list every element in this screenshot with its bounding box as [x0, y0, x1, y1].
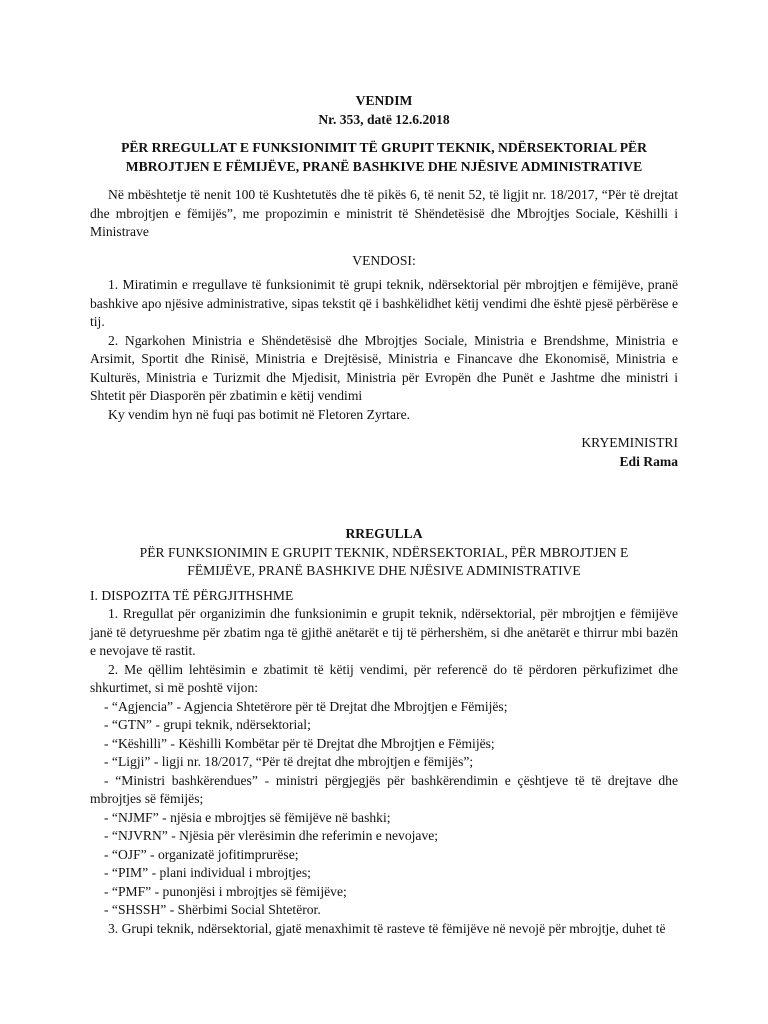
decision-section: [90, 92, 678, 471]
signature-name: Edi Rama: [619, 453, 678, 469]
list-item: - “PMF” - punonjësi i mbrojtjes së fëmijëve;: [104, 883, 347, 899]
regulation-para-3: 3. Grupi teknik, ndërsektorial, gjatë menaxhimit të rasteve të fëmijëve në nevojë për mbrojtje, duhet të: [108, 920, 666, 936]
section-heading: I. DISPOZITA TË PËRGJITHSHME: [90, 587, 294, 603]
regulation-para-2: 2. Me qëllim lehtësimin e zbatimit të këtij vendimi, për referencë do të përdoren përkufizimet dhe shkurtimet, si më poshtë vijon:: [90, 661, 678, 695]
list-item: - “SHSSH” - Shërbimi Social Shtetëror.: [104, 902, 321, 917]
regulation-subject: PËR FUNKSIONIMIN E GRUPIT TEKNIK, NDËRSEKTORIAL, PËR MBROJTJEN E FËMIJËVE, PRANË BASHKIVE DHE NJËSIVE ADMINISTRATIVE: [139, 544, 629, 578]
list-item: - “OJF” - organizatë jofitimprurëse;: [104, 846, 299, 862]
list-item: - “Këshilli” - Këshilli Kombëtar për të Drejtat dhe Mbrojtjen e Fëmijës;: [104, 735, 495, 751]
decision-decides: VENDOSI:: [352, 252, 416, 268]
decision-number: Nr. 353, datë 12.6.2018: [318, 111, 450, 127]
decision-preamble: Në mbështetje të nenit 100 të Kushtetutës dhe të pikës 6, të nenit 52, të ligjit nr. 18/2017, “Për të drejtat dhe mbrojtjen e fëmijës”, me propozimin e ministrit të Shëndetësisë dhe Mbrojtjes Sociale, Këshilli i Ministrave: [90, 187, 678, 239]
decision-point-3: Ky vendim hyn në fuqi pas botimit në Fletoren Zyrtare.: [108, 406, 411, 422]
decision-point-2: 2. Ngarkohen Ministria e Shëndetësisë dhe Mbrojtjes Sociale, Ministria e Brendshme, Ministria e Arsimit, Sportit dhe Rinisë, Ministria e Drejtësisë, Ministria e Financave dhe Ekonomisë, Ministria e Kulturës, Ministria e Turizmit dhe Mjedisit, Ministria për Evropën dhe Punët e Jashtme dhe ministri i Shtetit për Diasporën për zbatimin e këtij vendimi: [90, 332, 678, 403]
list-item: - “PIM” - plani individual i mbrojtjes;: [104, 865, 311, 880]
list-item: - “GTN” - grupi teknik, ndërsektorial;: [104, 717, 311, 732]
decision-title: VENDIM: [355, 93, 413, 108]
regulation-section: [90, 525, 678, 938]
list-item: - “Ministri bashkërendues” - ministri përgjegjës për bashkërendimin e çështjeve të të drejtave dhe mbrojtjes së fëmijës;: [90, 772, 678, 806]
regulation-title: RREGULLA: [345, 526, 423, 541]
list-item: - “Agjencia” - Agjencia Shtetërore për të Drejtat dhe Mbrojtjen e Fëmijës;: [104, 698, 508, 714]
decision-point-1: 1. Miratimin e rregullave të funksionimit të grupi teknik, ndërsektorial për mbrojtjen e fëmijëve, pranë bashkive apo njësive administrative, sipas tekstit që i bashkëlidhet këtij vendimi dhe është pjesë përbërëse e tij.: [90, 277, 678, 329]
list-item: - “Ligji” - ligji nr. 18/2017, “Për të drejtat dhe mbrojtjen e fëmijës”;: [104, 754, 474, 769]
list-item: - “NJVRN” - Njësia për vlerësimin dhe referimin e nevojave;: [104, 828, 439, 843]
list-item: - “NJMF” - njësia e mbrojtjes së fëmijëve në bashki;: [104, 809, 391, 825]
definitions-list: [90, 698, 678, 920]
regulation-para-1: 1. Rregullat për organizimin dhe funksionimin e grupit teknik, ndërsektorial, për mbrojtjen e fëmijëve janë të detyrueshme për zbatim nga të gjithë anëtarët e tij të përhershëm, si dhe anëtarët e thirrur mbi bazën e nevojave të rastit.: [90, 606, 678, 658]
signature-role: KRYEMINISTRI: [581, 435, 678, 450]
decision-subject: PËR RREGULLAT E FUNKSIONIMIT TË GRUPIT TEKNIK, NDËRSEKTORIAL PËR MBROJTJEN E FËMIJËVE, PRANË BASHKIVE DHE NJËSIVE ADMINISTRATIVE: [121, 140, 647, 174]
